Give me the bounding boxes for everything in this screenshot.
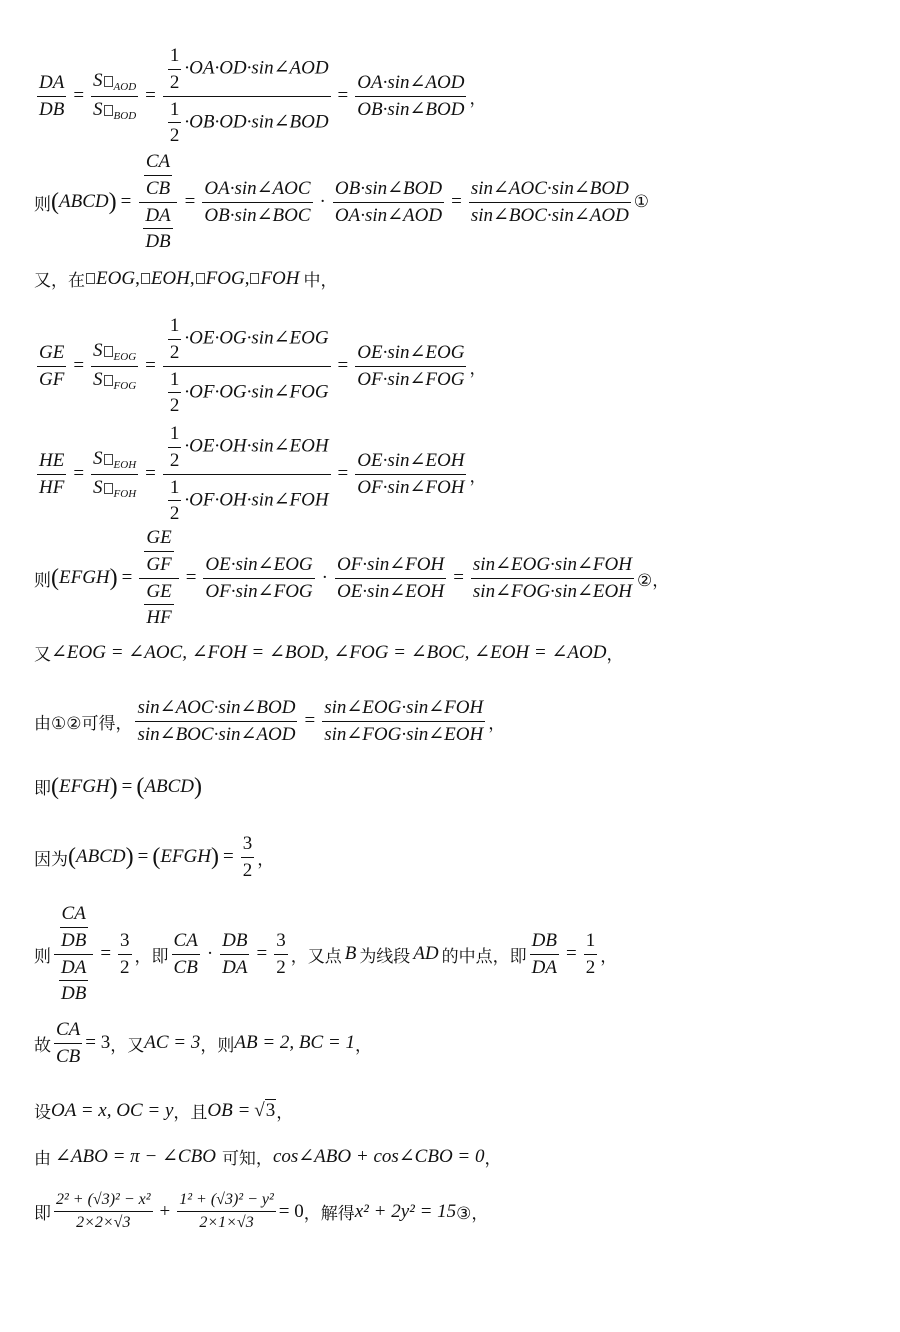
angle-equalities: 又 ∠EOG = ∠AOC, ∠FOH = ∠BOD, ∠FOG = ∠BOC, ∠EOH = ∠AOD ， bbox=[34, 642, 624, 665]
cross-ratio-efgh: 则 ( EFGH ) = $\frac{GE}{GF}$ $\frac{GE}{HF}$ = OE·sin∠EOG OF·sin∠FOG · OF·sin∠FOH OE·sin∠EOH = sin∠EOG·sin∠FOH sin∠FOG·sin∠EOH ②， bbox=[34, 527, 670, 629]
fraction-area-ratio: S $_{AOD}$ S $_{BOD}$ bbox=[93, 69, 137, 122]
segment-lengths: 故 $\frac{CA}{CB}$ = 3 ，又 AC = 3 ，则 AB = 2, BC = 1 ， bbox=[34, 1019, 372, 1067]
cosine-relation: 由 ∠ABO = π − ∠CBO 可知， cos∠ABO + cos∠CBO = 0 ， bbox=[34, 1146, 502, 1169]
cross-ratio-abcd: 则 ( ABCD ) = $\frac{CA}{CB}$ $\frac{DA}{DB}$ = OA·sin∠AOC OB·sin∠BOC · OB·sin∠BOD OA·sin∠AOD = sin∠AOC·sin∠BOD sin∠BOC·sin∠AOD ① bbox=[34, 151, 650, 253]
given-cross-ratio: 因为 ( ABCD ) = ( EFGH ) = $\frac{3}{2}$ ， bbox=[34, 833, 275, 881]
variable-setup: 设 OA = x, OC = y ，且 OB = √ 3 ， bbox=[34, 1099, 294, 1123]
fraction-sine-ratio: OA·sin∠AOD OB·sin∠BOD bbox=[357, 71, 465, 120]
equation-he-hf: $\frac{HE}{HF}$ = S $_{EOH}$ S $_{FOH}$ = $\frac{1}{2}$ ·OE·OH·sin∠EOH $\frac{1}{2}$ ·OF·OH·sin∠FOH = OE·sin∠EOH OF·sin∠FOH ， bbox=[39, 423, 487, 525]
equation-ge-gf: $\frac{GE}{GF}$ = S $_{EOG}$ S $_{FOG}$ = $\frac{1}{2}$ ·OE·OG·sin∠EOG $\frac{1}{2}$ ·OF·OG·sin∠FOG = OE·sin∠EOG OF·sin∠FOG ， bbox=[39, 315, 487, 417]
midpoint-line: 则 $\frac{CA}{DB}$ $\frac{DA}{DB}$ = $\frac{3}{2}$ ，即 CA CB · $\frac{DB}{DA}$ = $\frac{3}{2}$ ，又点 B 为线段 AD 的中点，即 $\frac{DB}{DA}$ = $\frac{1}{2}$ ， bbox=[34, 903, 618, 1005]
cross-ratio-equality: 即 ( EFGH ) = ( ABCD ) bbox=[34, 773, 202, 800]
equation-da-db: $\frac{DA}{DB}$ = S $_{AOD}$ S $_{BOD}$ = $\frac{1}{2}$ ·OA·OD·sin∠AOD $\frac{1}{2}$ ·OB·OD·sin∠BOD = OA·sin∠AOD OB·sin∠BOD ， bbox=[39, 45, 487, 147]
cosine-law-equation: 即 2² + (√3)² − x² 2×2×√3 + $\frac{\text{1² + (√3)² − y²}}{2\times 1\times√3}$ = 0 ，解得 x² + 2y² = 15 ③， bbox=[34, 1191, 489, 1231]
fraction-da-db: $\frac{DA}{DB}$ bbox=[39, 71, 65, 120]
triangles-sentence: 又，在 EOG , EOH , FOG , FOH 中， bbox=[34, 267, 338, 291]
fraction-area-expansion: $\frac{1}{2}$ ·OA·OD·sin∠AOD $\frac{1}{2}$ ·OB·OD·sin∠BOD bbox=[163, 44, 331, 148]
compound-fraction: $\frac{CA}{CB}$ $\frac{DA}{DB}$ bbox=[138, 150, 177, 254]
combined-equation: 由①②可得， sin∠AOC·sin∠BOD sin∠BOC·sin∠AOD = sin∠EOG·sin∠FOH sin∠FOG·sin∠EOH ， bbox=[34, 697, 506, 745]
